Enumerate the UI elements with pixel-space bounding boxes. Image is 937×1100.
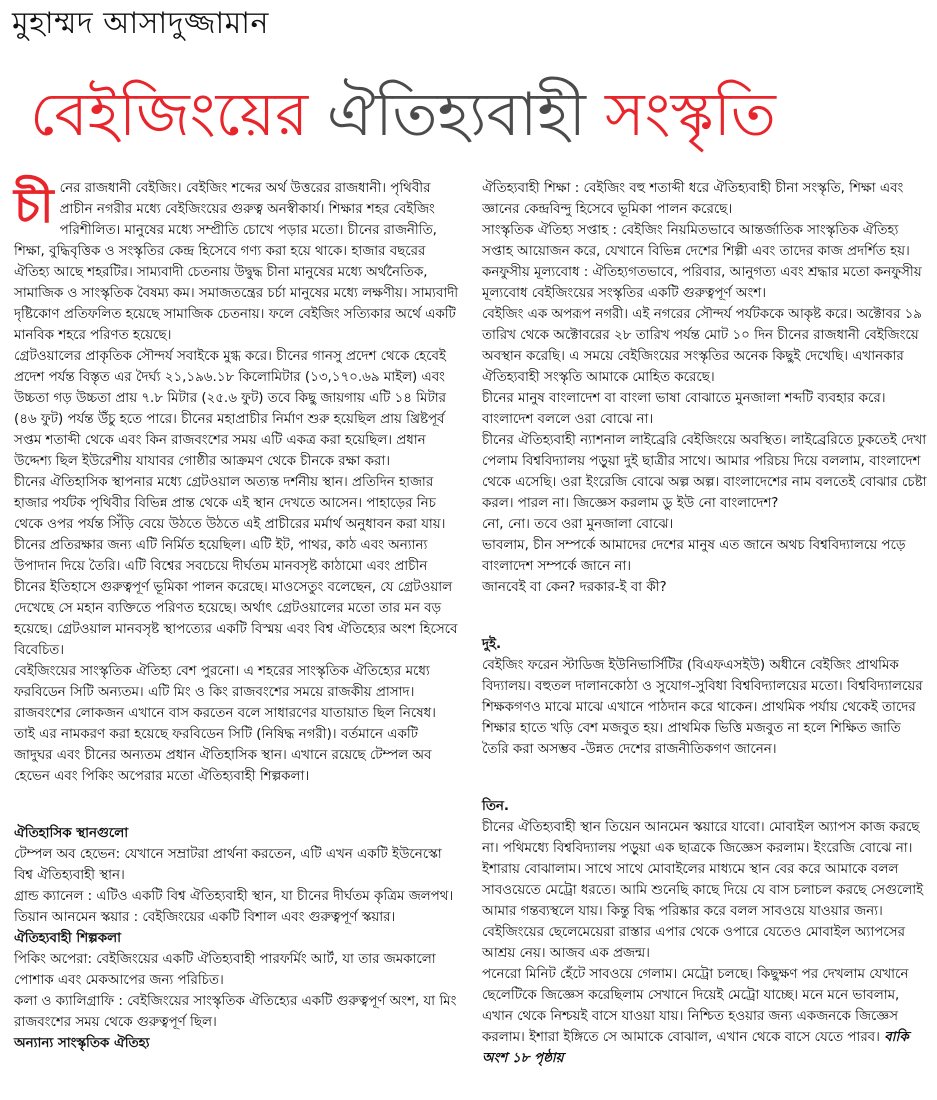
list-item: গ্রান্ড ক্যানেল : এটিও একটি বিশ্ব ঐতিহ্যবাহী স্থান, যা চীনের দীর্ঘতম কৃত্রিম জলপথ।: [14, 889, 454, 904]
headline-part-3: সংস্কৃতি: [605, 80, 776, 150]
list-item: তিয়ান আনমেন স্কয়ার : বেইজিংয়ের একটি বিশাল এবং গুরুত্বপূর্ণ স্কয়ার।: [14, 910, 396, 925]
headline-part-1: বেইজিংয়ের: [30, 80, 309, 150]
continued-note: বাকি অংশ ১৮ পৃষ্ঠায়: [482, 1030, 909, 1066]
drop-cap: চী: [14, 178, 54, 234]
left-column: [14, 178, 460, 1054]
list-item: পিকিং অপেরা: বেইজিংয়ের একটি ঐতিহ্যবাহী পারফর্মিং আর্ট, যা তার জমকালো পোশাক এবং মেকআপের জন্য পরিচিত।: [14, 952, 436, 988]
last-paragraph-text: পনেরো মিনিট হেঁটে সাবওয়ে গেলাম। মেট্রো চলছে। কিছুক্ষণ পর দেখলাম যেখানে ছেলেটিকে জিজ্ঞেস করেছিলাম সেখানে দিয়েই মেট্রো যাচ্ছে। মনে মনে ভাবলাম, এখান থেকে নিশ্চয়ই বাসে যাওয়া যায়। নিশ্চিত হওয়ার জন্য একজনকে জিজ্ঞেস করলাম। ইশারা ইঙ্গিতে সে আমাকে বোঝাল, এখান থেকে বাসে যেতে পারব।: [482, 967, 909, 1045]
paragraph: সাংস্কৃতিক ঐতিহ্য সপ্তাহ : বেইজিং নিয়মিতভাবে আন্তর্জাতিক সাংস্কৃতিক ঐতিহ্য সপ্তাহ আয়োজন করে, যেখানে বিভিন্ন দেশের শিল্পী এবং তাদের কাজ প্রদর্শিত হয়।: [482, 223, 910, 259]
paragraph: বেইজিং এক অপরূপ নগরী। এই নগরের সৌন্দর্য পর্যটককে আকৃষ্ট করে। অক্টোবর ১৯ তারিখ থেকে অক্টোবরের ২৮ তারিখ পর্যন্ত মোট ১০ দিন চীনের রাজধানী বেইজিংয়ে অবস্থান করেছি। এ সময়ে বেইজিংয়ের সংস্কৃতির অনেক কিছুই দেখেছি। এখানকার ঐতিহ্যবাহী সংস্কৃতি আমাকে মোহিত করেছে।: [482, 307, 922, 385]
paragraph: বেইজিং ফরেন স্টাডিজ ইউনিভার্সিটির (বিএফএসইউ) অধীনে বেইজিং প্রাথমিক বিদ্যালয়। বহুতল দালানকোঠা ও সুযোগ-সুবিধা বিশ্ববিদ্যালয়ের মতো। বিশ্ববিদ্যালয়ের শিক্ষকগণও মাঝে মাঝে এখানে পাঠদান করে থাকেন। প্রাথমিক পর্যায় থেকেই তাদের শিক্ষার হাতে খড়ি বেশ মজবুত হয়। প্রাথমিক ভিত্তি মজবুত না হলে শিক্ষিত জাতি তৈরি করা অসম্ভব -উন্নত দেশের রাজনীতিকগণ জানেন।: [482, 658, 923, 757]
paragraph: ভাবলাম, চীন সম্পর্কে আমাদের দেশের মানুষ এত জানে অথচ বিশ্ববিদ্যালয়ে পড়ে বাংলাদেশ সম্পর্কে জানে না।: [482, 538, 906, 574]
headline: [30, 70, 910, 160]
paragraph: বেইজিংয়ের ছেলেমেয়েরা রাস্তার এপার থেকে ওপারে যেতেও মোবাইল অ্যাপসের আশ্রয় নেয়। আজব এক প্রজন্ম।: [482, 925, 905, 961]
section-marker-two: দুই.: [482, 637, 502, 652]
paragraph: নো, নো। তবে ওরা মুনজালা বোঝে।: [482, 517, 674, 532]
intro-text: নের রাজধানী বেইজিং। বেইজিং শব্দের অর্থ উত্তরের রাজধানী। পৃথিবীর প্রাচীন নগরীর মধ্যে বেইজিংয়ের গুরুত্ব অনস্বীকার্য। শিক্ষার শহর বেইজিং পরিশীলিত। মানুষের মধ্যে সম্প্রীতি চোখে পড়ার মতো। চীনের রাজনীতি, শিক্ষা, বুদ্ধিবৃত্তিক ও সংস্কৃতির কেন্দ্র হিসেবে গণ্য করা হয়ে থাকে। হাজার বছরের ঐতিহ্য আছে শহরটির। সাম্যবাদী চেতনায় উদ্বুদ্ধ চীনা মানুষের মধ্যে অর্থনৈতিক, সামাজিক ও সাংস্কৃতিক বৈষম্য কম। সমাজতন্ত্রের চর্চা মানুষের মধ্যে লক্ষণীয়। সাম্যবাদী দৃষ্টিকোণ প্রতিফলিত হয়েছে সামাজিক চেতনায়। ফলে বেইজিং সত্যিকার অর্থে একটি মানবিক শহরে পরিণত হয়েছে।: [14, 181, 459, 343]
intro-paragraph: [14, 178, 460, 346]
paragraph: জানবেই বা কেন? দরকার-ই বা কী?: [482, 580, 667, 595]
paragraph: ঐতিহ্যবাহী শিক্ষা : বেইজিং বহু শতাব্দী ধরে ঐতিহ্যবাহী চীনা সংস্কৃতি, শিক্ষা এবং জ্ঞানের কেন্দ্রবিন্দু হিসেবে ভূমিকা পালন করেছে।: [482, 181, 904, 217]
paragraph-great-wall: গ্রেটওয়ালের প্রাকৃতিক সৌন্দর্য সবাইকে মুগ্ধ করে। চীনের গানসু প্রদেশ থেকে হেবেই প্রদেশ পর্যন্ত বিস্তৃত এর দৈর্ঘ্য ২১,১৯৬.১৮ কিলোমিটার (১৩,১৭০.৬৯ মাইল) এবং উচ্চতা গড় উচ্চতা প্রায় ৭.৮ মিটার (২৫.৬ ফুট) তবে কিছু জায়গায় এটি ১৪ মিটার (৪৬ ফুট) পর্যন্ত উঁচু হতে পারে। চীনের মহাপ্রাচীর নির্মাণ শুরু হয়েছিল প্রায় খ্রিষ্টপূর্ব সপ্তম শতাব্দী থেকে এবং কিন রাজবংশের সময় এটি একত্র করা হয়েছিল। প্রধান উদ্দেশ্য ছিল ইউরেশীয় যাযাবর গোষ্ঠীর আক্রমণ থেকে চীনকে রক্ষা করা।: [14, 349, 446, 469]
paragraph: কনফুসীয় মূল্যবোধ : ঐতিহ্যগতভাবে, পরিবার, আনুগত্য এবং শ্রদ্ধার মতো কনফুসীয় মূল্যবোধ বেইজিংয়ের সংস্কৃতির একটি গুরুত্বপূর্ণ অংশ।: [482, 265, 922, 301]
paragraph-last: [482, 964, 930, 1069]
subheading-other-heritage: অন্যান্য সাংস্কৃতিক ঐতিহ্য: [14, 1036, 150, 1051]
paragraph: চীনের ঐতিহ্যবাহী স্থান তিয়েন আনমেন স্কয়ারে যাবো। মোবাইল অ্যাপস কাজ করছে না। পথিমধ্যে বিশ্ববিদ্যালয় পড়ুয়া এক ছাত্রকে জিজ্ঞেস করলাম। ইংরেজি বোঝে না। ইশারায় বোঝালাম। সাথে সাথে মোবাইলের মাধ্যমে স্থান বের করে আমাকে বলল সাবওয়েতে মেট্রো ধরতে। আমি শুনেছি কাছে দিয়ে যে বাস চলাচল করছে সেগুলোই আমার গন্তব্যস্থলে যায়। কিন্তু বিদ্ধ পরিষ্কার করে বলল সাবওয়ে যাওয়ার জন্য।: [482, 820, 924, 919]
byline: মুহাম্মদ আসাদুজ্জামান: [12, 6, 269, 41]
section-marker-three: তিন.: [482, 799, 509, 814]
subheading-historic-places: ঐতিহাসিক স্থানগুলো: [14, 826, 129, 841]
paragraph-great-wall-sightseeing: চীনের ঐতিহাসিক স্থাপনার মধ্যে গ্রেটওয়াল অত্যন্ত দর্শনীয় স্থান। প্রতিদিন হাজার হাজার পর্যটক পৃথিবীর বিভিন্ন প্রান্ত থেকে এই স্থান দেখতে আসেন। পাহাড়ের নিচ থেকে ওপর পর্যন্ত সিঁড়ি বেয়ে উঠতে উঠতে এই প্রাচীরের মর্মার্থ অনুধাবন করা যায়। চীনের প্রতিরক্ষার জন্য এটি নির্মিত হয়েছিল। এটি ইট, পাথর, কাঠ এবং অন্যান্য উপাদান দিয়ে তৈরি। এটি বিশ্বের সবচেয়ে দীর্ঘতম মানবসৃষ্ট কাঠামো এবং প্রাচীন চীনের ইতিহাসে গুরুত্বপূর্ণ ভূমিকা পালন করেছে। মাওসেতুং বলেছেন, যে গ্রেটওয়াল দেখেছে সে মহান ব্যক্তিতে পরিণত হয়েছে। অর্থাৎ গ্রেটওয়ালের মতো তার মন বড় হয়েছে। গ্রেটওয়াল মানবসৃষ্ট স্থাপত্যের একটি বিস্ময় এবং বিশ্ব ঐতিহ্যের অংশ হিসেবে বিবেচিত।: [14, 475, 458, 658]
paragraph: চীনের ঐতিহ্যবাহী ন্যাশনাল লাইব্রেরি বেইজিংয়ে অবস্থিত। লাইব্রেরিতে ঢুকতেই দেখা পেলাম বিশ্ববিদ্যালয় পড়ুয়া দুই ছাত্রীর সাথে। আমার পরিচয় দিয়ে বললাম, বাংলাদেশ থেকে এসেছি। ওরা ইংরেজি বোঝে অল্প অল্প। বাংলাদেশের নাম বলতেই বোঝার চেষ্টা করল। পারল না। জিজ্ঞেস করলাম ডু ইউ নো বাংলাদেশ?: [482, 433, 927, 511]
paragraph-forbidden-city: বেইজিংয়ের সাংস্কৃতিক ঐতিহ্য বেশ পুরনো। এ শহরের সাংস্কৃতিক ঐতিহ্যের মধ্যে ফরবিডেন সিটি অন্যতম। এটি মিং ও কিং রাজবংশের সময়ে রাজকীয় প্রাসাদ। রাজবংশের লোকজন এখানে বাস করতেন বলে সাধারণের যাতায়াত ছিল নিষেধ। তাই এর নামকরণ করা হয়েছে ফরবিডেন সিটি (নিষিদ্ধ নগরী)। বর্তমানে একটি জাদুঘর এবং চীনের অন্যতম প্রধান ঐতিহাসিক স্থান। এখানে রয়েছে টেম্পল অব হেভেন এবং পিকিং অপেরার মতো ঐতিহ্যবাহী শিল্পকলা।: [14, 664, 436, 784]
headline-part-2: ঐতিহ্যবাহী: [327, 80, 586, 150]
subheading-traditional-arts: ঐতিহ্যবাহী শিল্পকলা: [14, 931, 121, 946]
right-column: [482, 178, 930, 1069]
list-item: কলা ও ক্যালিগ্রাফি : বেইজিংয়ের সাংস্কৃতিক ঐতিহ্যের একটি গুরুত্বপূর্ণ অংশ, যা মিং রাজবংশের সময় থেকে গুরুত্বপূর্ণ ছিল।: [14, 994, 457, 1030]
list-item: টেম্পল অব হেভেন: যেখানে সম্রাটরা প্রার্থনা করতেন, এটি এখন একটি ইউনেস্কো বিশ্ব ঐতিহ্যবাহী স্থান।: [14, 847, 442, 883]
paragraph: চীনের মানুষ বাংলাদেশ বা বাংলা ভাষা বোঝাতে মুনজালা শব্দটি ব্যবহার করে। বাংলাদেশ বললে ওরা বোঝে না।: [482, 391, 886, 427]
